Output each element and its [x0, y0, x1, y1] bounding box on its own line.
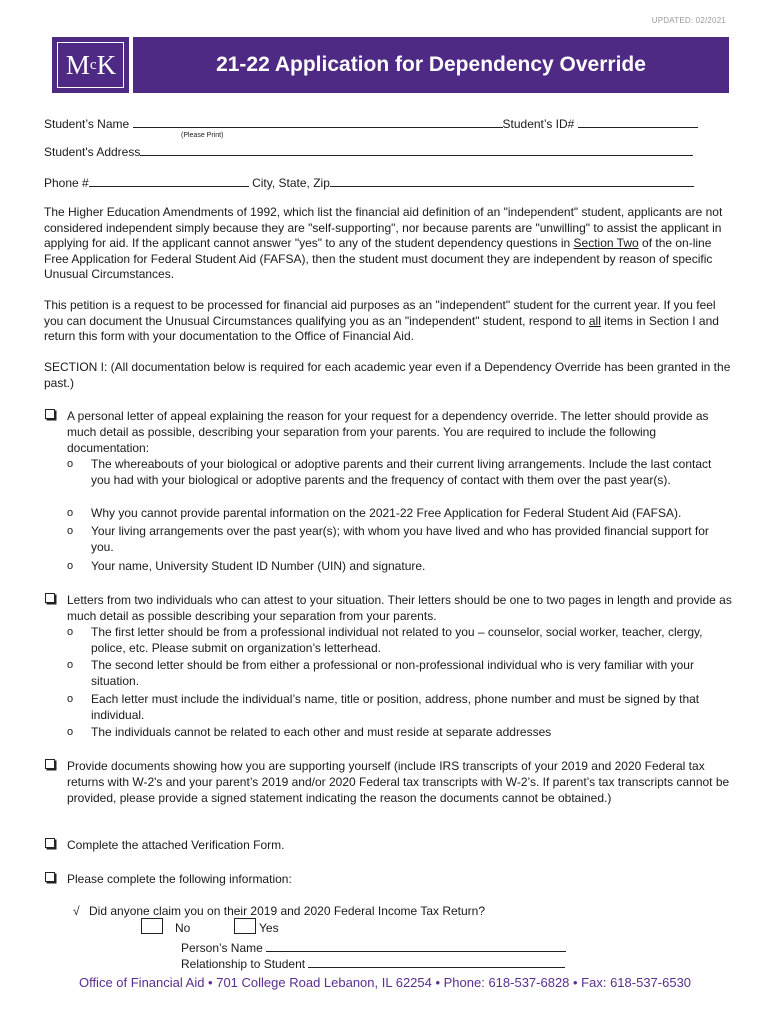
- phone-field[interactable]: [89, 174, 249, 187]
- persons-name-field[interactable]: [266, 939, 566, 952]
- logo-letter-c: c: [89, 56, 96, 73]
- sub-bullet: o: [67, 560, 74, 572]
- sub-bullet: o: [67, 693, 74, 705]
- relationship-row: [181, 955, 565, 972]
- item-2-sub-2: The second letter should be from either a professional or non-professional individual who is very familiar with your situation.: [91, 658, 694, 688]
- student-id-label: Student’s ID#: [502, 117, 575, 131]
- item-2-sub-1: The first letter should be from a professional individual not related to you – counselor, social worker, teacher, clergy, police, etc. Please submit on organization’s letterhead.: [91, 625, 703, 655]
- sub-bullet: o: [67, 626, 74, 638]
- item-1-checkbox[interactable]: [45, 409, 55, 419]
- persons-name-label: Person’s Name: [181, 941, 263, 955]
- sub-bullet: o: [67, 525, 74, 537]
- updated-date: UPDATED: 02/2021: [651, 16, 726, 25]
- item-1-sub-3: Your living arrangements over the past year(s); with whom you have lived and who has provided financial support for you.: [91, 524, 709, 554]
- item-2-text: Letters from two individuals who can attest to your situation. Their letters should be one to two pages in length and provide as much detail as possible describing your separation from your parents.: [67, 593, 732, 623]
- sub-bullet: o: [67, 726, 74, 738]
- city-label: City, State, Zip: [252, 176, 330, 190]
- logo-letter-k: K: [96, 49, 116, 80]
- check-mark-icon: √: [73, 904, 80, 918]
- persons-name-row: [181, 939, 566, 956]
- item-2-sub-4: The individuals cannot be related to each other and must reside at separate addresses: [91, 725, 552, 739]
- student-name-label: Student’s Name: [44, 117, 130, 131]
- item-1-sub-4: Your name, University Student ID Number (UIN) and signature.: [91, 559, 426, 573]
- student-name-field[interactable]: [133, 115, 503, 128]
- all-emphasis: all: [588, 313, 601, 328]
- intro-paragraph-1: The Higher Education Amendments of 1992, which list the financial aid definition of an "independent" student, applicants are not considered independent simply because they are "self-supporting", nor because parents are "unwilling" to assist the applicant in applying for aid. If the applicant cannot answer "yes" to any of the student dependency questions in Section Two of the on-line Free Application for Federal Student Aid (FAFSA), then the student must document they are independent by reason of specific Unusual Circumstances.: [44, 205, 723, 281]
- student-name-row: [44, 115, 698, 132]
- page-title: 21-22 Application for Dependency Override: [133, 37, 729, 93]
- city-field[interactable]: [330, 174, 694, 187]
- address-field[interactable]: [140, 143, 693, 156]
- tax-claim-question: Did anyone claim you on their 2019 and 2020 Federal Income Tax Return?: [89, 904, 486, 918]
- intro-paragraph-2: This petition is a request to be processed for financial aid purposes as an "independent" student for the current year. If you feel you can document the Unusual Circumstances qualifying you as an "independent" student, respond to all items in Section I and return this form with your documentation to the Office of Financial Aid.: [44, 298, 719, 343]
- logo-letter-m: M: [65, 49, 89, 80]
- section-two-link: Section Two: [573, 236, 639, 250]
- yes-label: Yes: [259, 921, 279, 935]
- footer-contact: Office of Financial Aid • 701 College Road Lebanon, IL 62254 • Phone: 618-537-6828 • Fax: 618-537-6530: [78, 975, 692, 990]
- item-5-text: Please complete the following information:: [67, 872, 292, 886]
- item-4-text: Complete the attached Verification Form.: [67, 838, 285, 852]
- logo-monogram: [57, 42, 124, 88]
- item-5-checkbox[interactable]: [45, 872, 55, 882]
- section-one-heading: SECTION I: (All documentation below is required for each academic year even if a Dependency Override has been granted in the past.): [44, 360, 731, 390]
- item-2-checkbox[interactable]: [45, 593, 55, 603]
- yes-answer-box[interactable]: [234, 918, 256, 934]
- sub-bullet: o: [67, 507, 74, 519]
- item-1-sub-2: Why you cannot provide parental information on the 2021-22 Free Application for Federal Student Aid (FAFSA).: [91, 506, 682, 520]
- relationship-label: Relationship to Student: [181, 957, 306, 971]
- item-2-sub-3: Each letter must include the individual’s name, title or position, address, phone number and must be signed by that individual.: [91, 692, 700, 722]
- phone-label: Phone #: [44, 176, 89, 190]
- address-label: Student's Address: [44, 145, 141, 159]
- relationship-field[interactable]: [308, 955, 565, 968]
- item-3-checkbox[interactable]: [45, 759, 55, 769]
- student-id-field[interactable]: [578, 115, 698, 128]
- item-1-sub-1: The whereabouts of your biological or adoptive parents and their current living arrangements. Include the last contact you had with your biological or adoptive parents and the frequency of contact with them over the past year(s).: [91, 457, 712, 487]
- phone-city-row: [44, 174, 694, 191]
- sub-bullet: o: [67, 458, 74, 470]
- please-print-note: (Please Print): [181, 132, 224, 139]
- item-4-checkbox[interactable]: [45, 838, 55, 848]
- no-label: No: [175, 921, 191, 935]
- no-answer-box[interactable]: [141, 918, 163, 934]
- item-1-text: A personal letter of appeal explaining the reason for your request for a dependency override. The letter should provide as much detail as possible, describing your separation from your parents. You are required to include the following documentation:: [67, 409, 709, 455]
- mck-logo: [52, 37, 129, 93]
- sub-bullet: o: [67, 659, 74, 671]
- item-3-text: Provide documents showing how you are supporting yourself (include IRS transcripts of your 2019 and 2020 Federal tax returns with W-2's and your parent’s 2019 and/or 2020 Federal tax transcripts with W-2’s. If parent’s tax transcripts cannot be provided, please provide a signed statement indicating the reason the documents cannot be obtained.): [67, 759, 730, 805]
- address-row: [44, 143, 693, 160]
